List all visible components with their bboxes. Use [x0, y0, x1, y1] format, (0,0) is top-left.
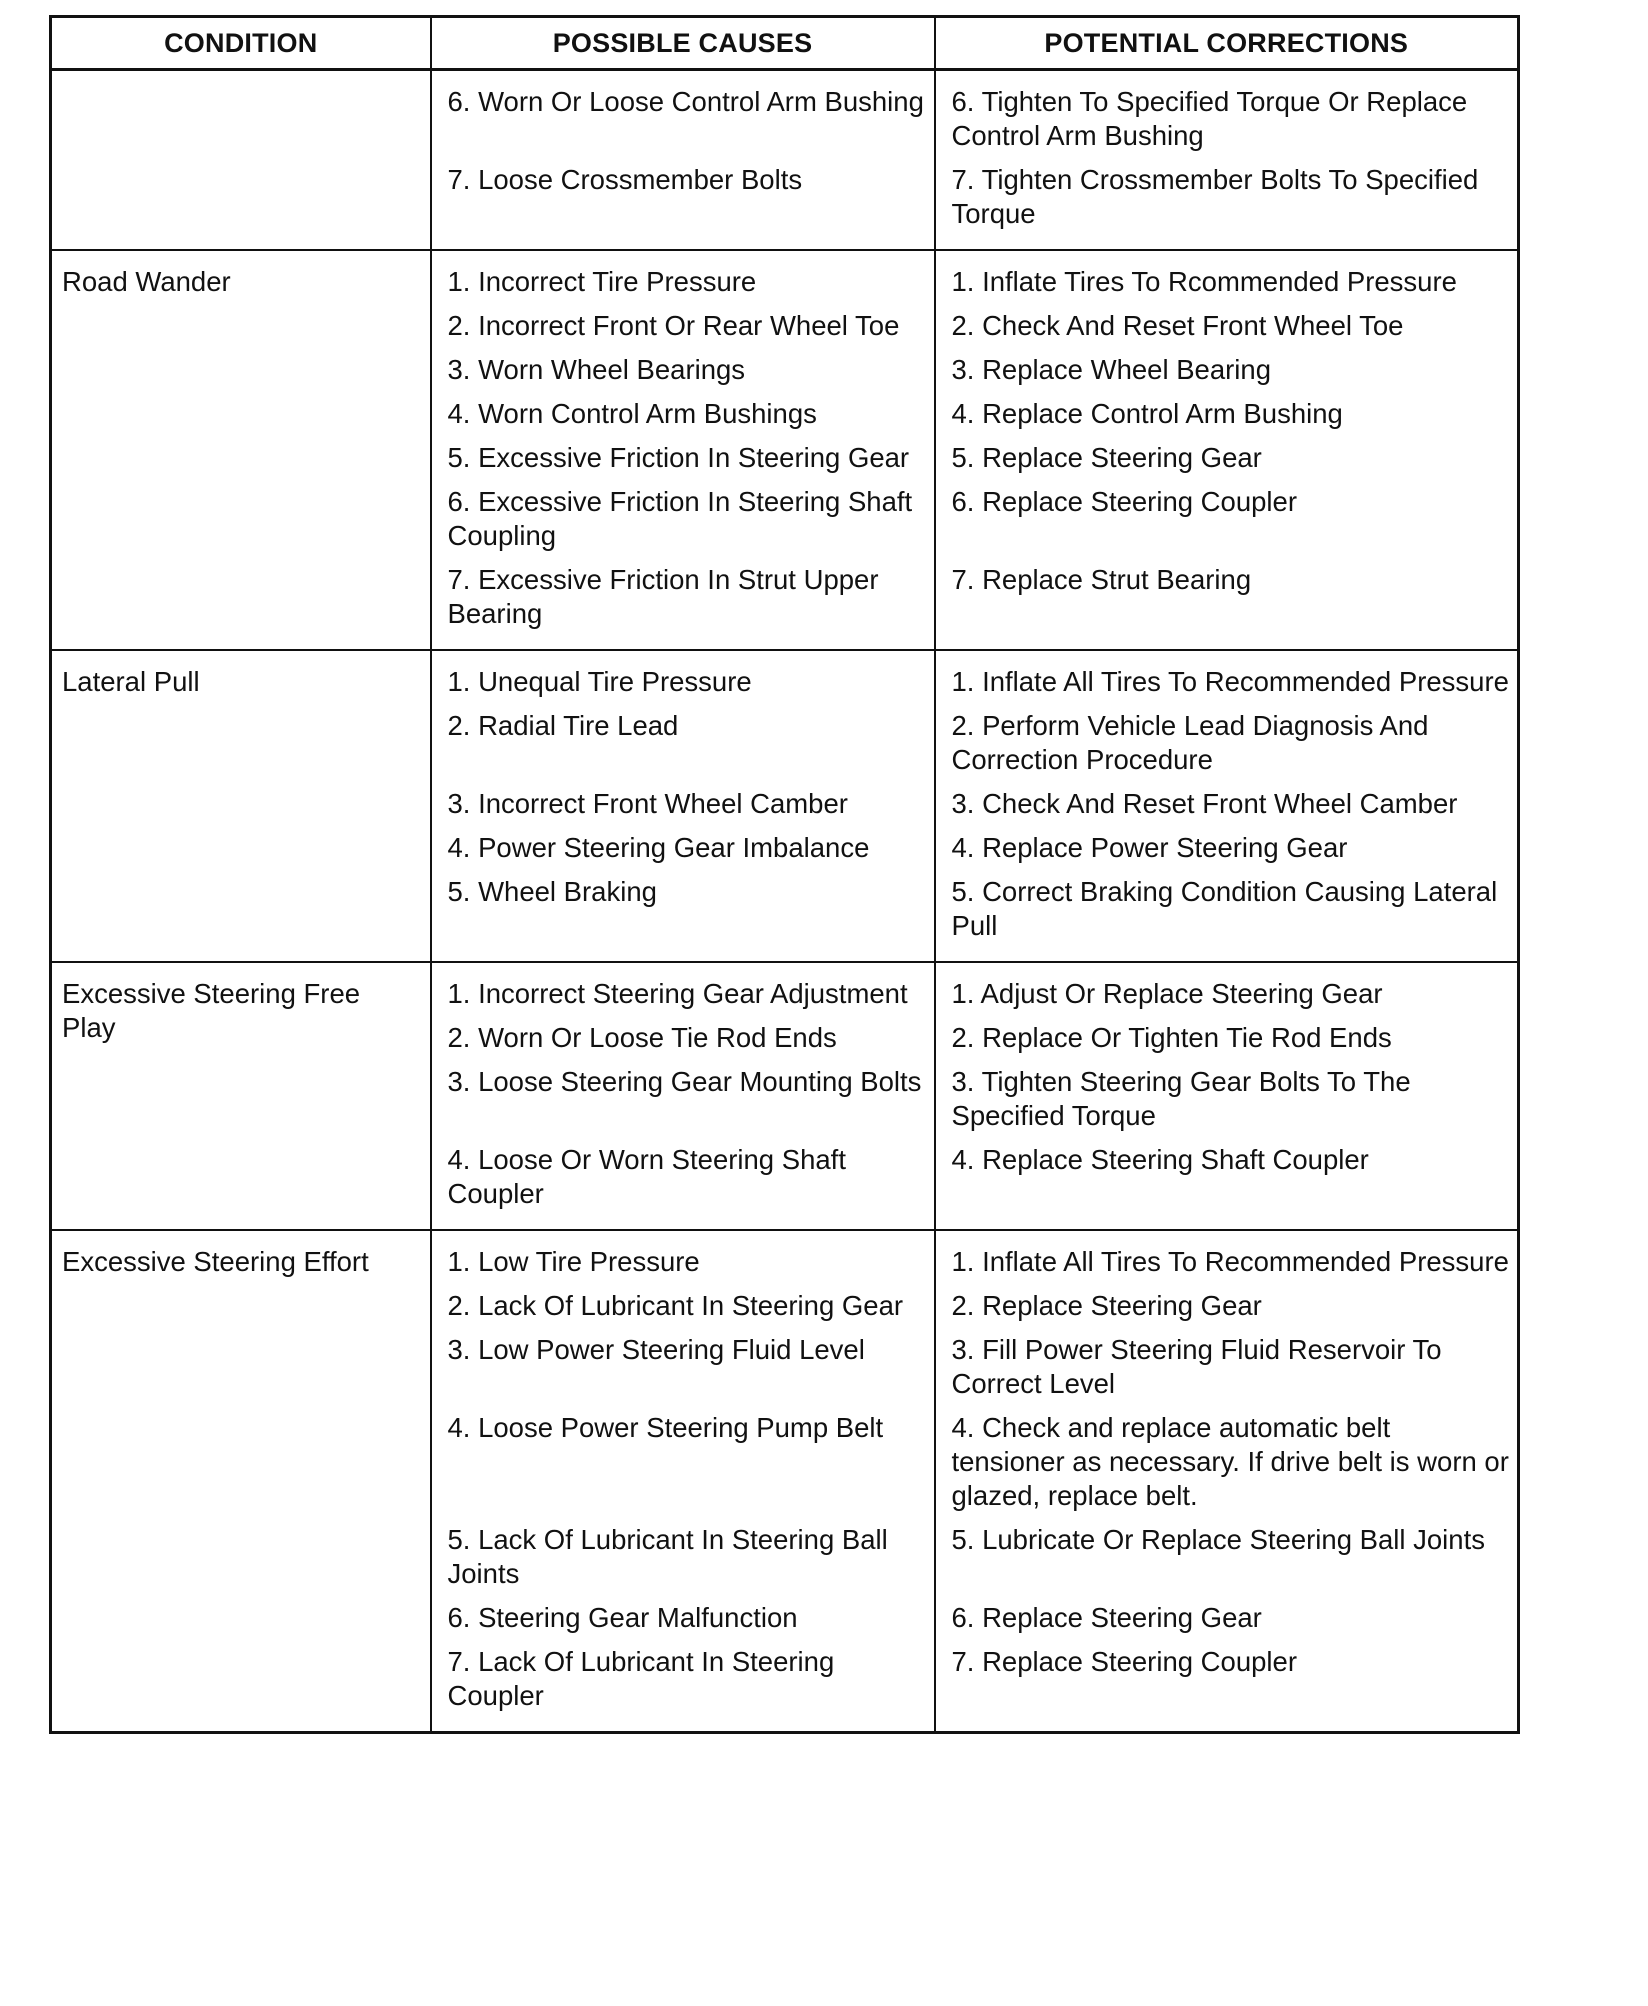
table-row — [51, 70, 1519, 251]
correction-item: 4. Replace Steering Shaft Coupler — [951, 1144, 1369, 1175]
condition-cell — [51, 70, 431, 251]
correction-item: 4. Check and replace automatic belt tensioner as necessary. If drive belt is worn or glazed, replace belt. — [951, 1412, 1509, 1511]
correction-item: 7. Replace Steering Coupler — [951, 1646, 1297, 1677]
cause-item: 4. Power Steering Gear Imbalance — [447, 832, 870, 863]
corrections-cell — [935, 962, 1519, 1230]
correction-item: 1. Inflate Tires To Rcommended Pressure — [951, 266, 1457, 297]
table-row — [51, 650, 1519, 962]
table-row — [51, 962, 1519, 1230]
correction-item: 7. Tighten Crossmember Bolts To Specified Torque — [951, 164, 1479, 229]
cause-item: 2. Lack Of Lubricant In Steering Gear — [447, 1290, 904, 1321]
correction-item: 7. Replace Strut Bearing — [951, 564, 1252, 595]
condition-cell — [51, 250, 431, 650]
causes-cell — [431, 1230, 935, 1733]
correction-item: 1. Inflate All Tires To Recommended Pressure — [951, 666, 1509, 697]
condition-label: Excessive Steering Free Play — [62, 978, 361, 1043]
correction-item: 3. Tighten Steering Gear Bolts To The Specified Torque — [951, 1066, 1411, 1131]
correction-item: 2. Perform Vehicle Lead Diagnosis And Correction Procedure — [951, 710, 1429, 775]
cause-item: 6. Worn Or Loose Control Arm Bushing — [447, 86, 924, 117]
corrections-cell — [935, 70, 1519, 251]
table-body — [51, 70, 1519, 1733]
cause-item: 6. Steering Gear Malfunction — [447, 1602, 798, 1633]
cause-item: 6. Excessive Friction In Steering Shaft Coupling — [447, 486, 913, 551]
header-potential-corrections: POTENTIAL CORRECTIONS — [935, 17, 1519, 70]
header-possible-causes: POSSIBLE CAUSES — [431, 17, 935, 70]
cause-item: 4. Worn Control Arm Bushings — [447, 398, 817, 429]
table-row — [51, 1230, 1519, 1733]
cause-item: 1. Incorrect Steering Gear Adjustment — [447, 978, 908, 1009]
cause-item: 2. Incorrect Front Or Rear Wheel Toe — [447, 310, 900, 341]
corrections-cell — [935, 250, 1519, 650]
correction-item: 1. Inflate All Tires To Recommended Pressure — [951, 1246, 1509, 1277]
correction-item: 3. Fill Power Steering Fluid Reservoir To Correct Level — [951, 1334, 1442, 1399]
table-header — [51, 17, 1519, 70]
cause-item: 4. Loose Power Steering Pump Belt — [447, 1412, 884, 1443]
causes-cell — [431, 962, 935, 1230]
correction-item: 3. Replace Wheel Bearing — [951, 354, 1271, 385]
correction-item: 3. Check And Reset Front Wheel Camber — [951, 788, 1458, 819]
correction-item: 2. Replace Or Tighten Tie Rod Ends — [951, 1022, 1392, 1053]
cause-item: 1. Low Tire Pressure — [447, 1246, 700, 1277]
table-row — [51, 250, 1519, 650]
cause-item: 2. Worn Or Loose Tie Rod Ends — [447, 1022, 837, 1053]
corrections-cell — [935, 650, 1519, 962]
condition-label: Road Wander — [62, 266, 231, 297]
cause-item: 1. Unequal Tire Pressure — [447, 666, 752, 697]
cause-item: 5. Lack Of Lubricant In Steering Ball Joints — [447, 1524, 888, 1589]
cause-item: 1. Incorrect Tire Pressure — [447, 266, 757, 297]
causes-cell — [431, 650, 935, 962]
causes-cell — [431, 70, 935, 251]
correction-item: 5. Lubricate Or Replace Steering Ball Joints — [951, 1524, 1485, 1555]
correction-item: 2. Replace Steering Gear — [951, 1290, 1262, 1321]
cause-item: 2. Radial Tire Lead — [447, 710, 679, 741]
cause-item: 7. Loose Crossmember Bolts — [447, 164, 803, 195]
correction-item: 4. Replace Power Steering Gear — [951, 832, 1348, 863]
condition-label: Lateral Pull — [62, 666, 200, 697]
correction-item: 5. Correct Braking Condition Causing Lateral Pull — [951, 876, 1498, 941]
correction-item: 2. Check And Reset Front Wheel Toe — [951, 310, 1404, 341]
condition-cell — [51, 650, 431, 962]
cause-item: 5. Wheel Braking — [447, 876, 657, 907]
cause-item: 3. Low Power Steering Fluid Level — [447, 1334, 865, 1365]
condition-cell — [51, 1230, 431, 1733]
corrections-cell — [935, 1230, 1519, 1733]
causes-cell — [431, 250, 935, 650]
condition-cell — [51, 962, 431, 1230]
cause-item: 7. Excessive Friction In Strut Upper Bearing — [447, 564, 879, 629]
condition-label: Excessive Steering Effort — [62, 1246, 369, 1277]
correction-item: 6. Tighten To Specified Torque Or Replace Control Arm Bushing — [951, 86, 1468, 151]
header-row — [51, 17, 1519, 70]
correction-item: 6. Replace Steering Gear — [951, 1602, 1262, 1633]
cause-item: 3. Incorrect Front Wheel Camber — [447, 788, 848, 819]
cause-item: 3. Loose Steering Gear Mounting Bolts — [447, 1066, 922, 1097]
correction-item: 1. Adjust Or Replace Steering Gear — [951, 978, 1383, 1009]
header-condition: CONDITION — [51, 17, 431, 70]
correction-item: 6. Replace Steering Coupler — [951, 486, 1297, 517]
diagnosis-table — [49, 15, 1520, 1734]
cause-item: 3. Worn Wheel Bearings — [447, 354, 746, 385]
correction-item: 4. Replace Control Arm Bushing — [951, 398, 1343, 429]
correction-item: 5. Replace Steering Gear — [951, 442, 1262, 473]
cause-item: 4. Loose Or Worn Steering Shaft Coupler — [447, 1144, 846, 1209]
cause-item: 7. Lack Of Lubricant In Steering Coupler — [447, 1646, 835, 1711]
cause-item: 5. Excessive Friction In Steering Gear — [447, 442, 910, 473]
